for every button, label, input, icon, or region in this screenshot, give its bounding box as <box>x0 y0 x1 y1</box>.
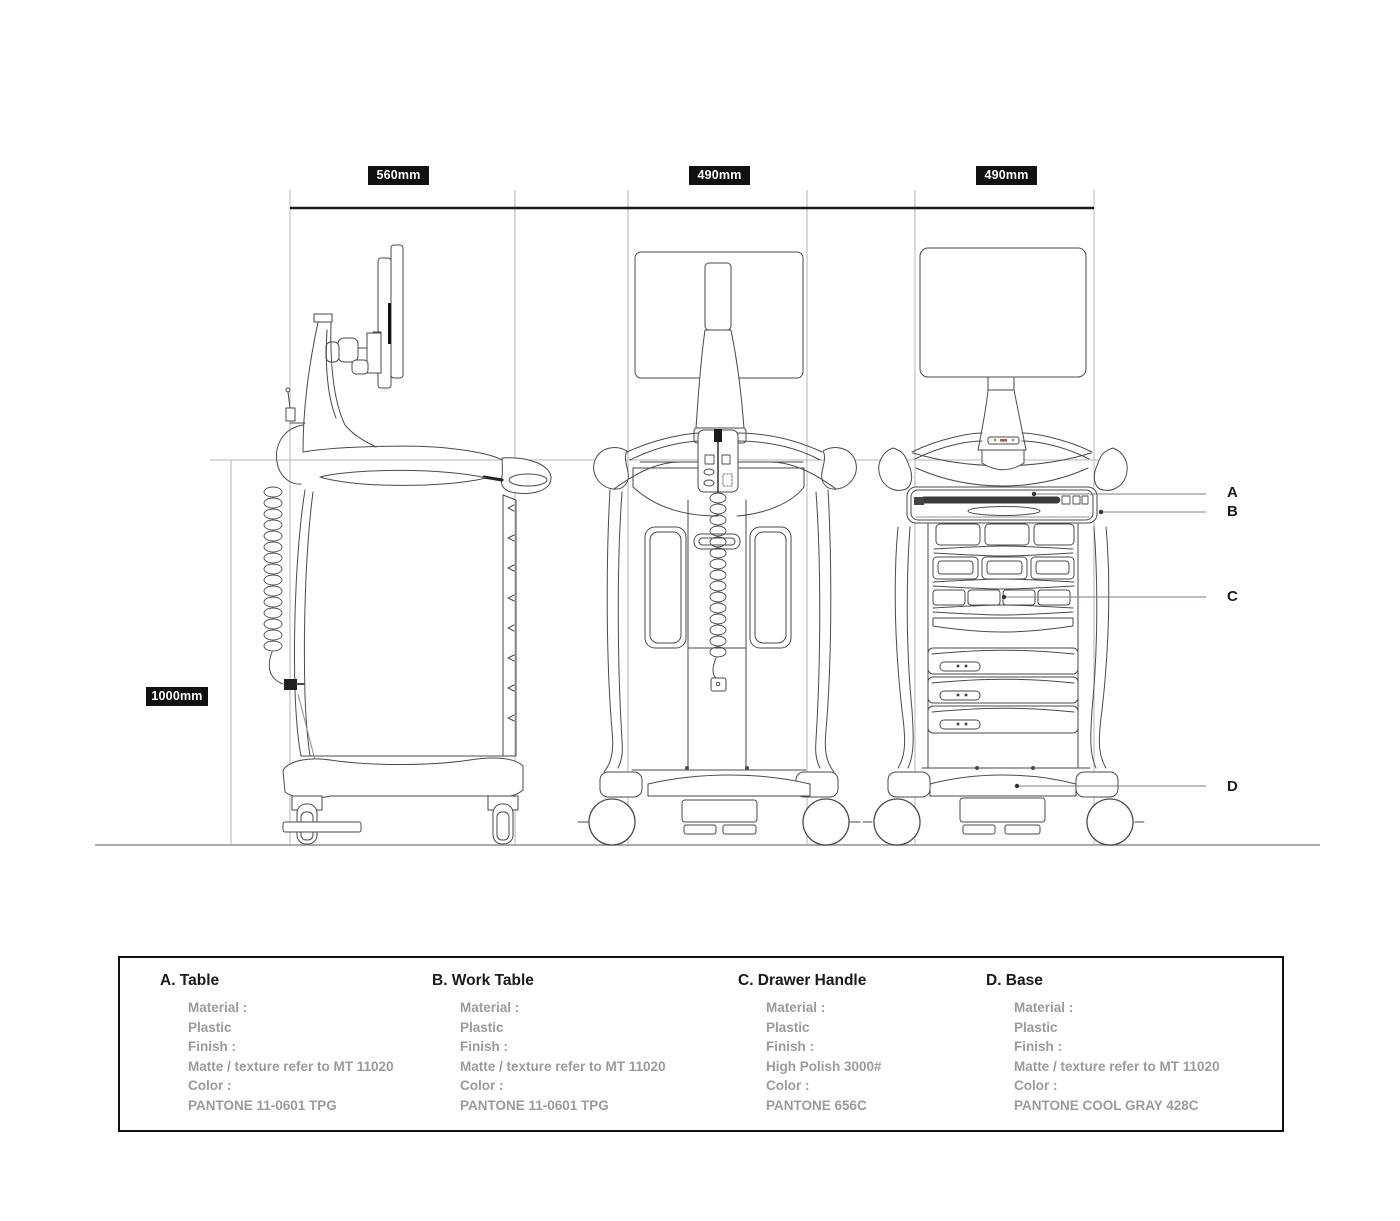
legend-section-base <box>986 972 1220 1116</box>
side-view-drawing <box>264 245 551 844</box>
dimension-label-width-front: 490mm <box>976 166 1037 185</box>
legend-title: B. Work Table <box>432 972 534 989</box>
legend-line: Color : <box>1014 1078 1058 1094</box>
legend-line: Matte / texture refer to MT 11020 <box>1014 1058 1220 1074</box>
legend-line: Finish : <box>188 1039 236 1055</box>
monitor-edge-accent <box>388 303 391 344</box>
legend-title: D. Base <box>986 972 1043 989</box>
dimension-label-height: 1000mm <box>146 687 208 706</box>
leader-lines <box>1002 492 1206 788</box>
legend-box <box>118 956 1284 1132</box>
legend-line: Matte / texture refer to MT 11020 <box>460 1058 666 1074</box>
rear-view-drawing <box>578 252 860 845</box>
legend-title: A. Table <box>160 972 220 989</box>
legend-line: Finish : <box>766 1039 814 1055</box>
dimension-label-width-side: 560mm <box>368 166 429 185</box>
callout-a-table: A <box>1227 484 1238 501</box>
dimension-label-width-rear: 490mm <box>689 166 750 185</box>
legend-line: PANTONE COOL GRAY 428C <box>1014 1097 1199 1113</box>
legend-line: Matte / texture refer to MT 11020 <box>188 1058 394 1074</box>
legend-line: Material : <box>766 1000 826 1015</box>
legend-line: Color : <box>460 1078 504 1094</box>
callout-c-drawer-handle: C <box>1227 588 1238 605</box>
legend-line: Plastic <box>188 1019 232 1035</box>
legend-line: Plastic <box>766 1019 810 1035</box>
legend-line: Material : <box>188 1000 248 1015</box>
coiled-cable <box>710 493 726 657</box>
legend-line: Finish : <box>460 1039 508 1055</box>
legend-line: PANTONE 656C <box>766 1097 867 1113</box>
legend-line: Material : <box>1014 1000 1074 1015</box>
legend-section-table <box>160 972 394 1116</box>
legend-line: PANTONE 11-0601 TPG <box>188 1097 337 1113</box>
legend-line: Color : <box>188 1078 232 1094</box>
legend-section-drawer-handle <box>738 972 882 1116</box>
legend-line: Material : <box>460 1000 520 1015</box>
callout-b-work-table: B <box>1227 503 1238 520</box>
legend-line: High Polish 3000# <box>766 1058 882 1074</box>
legend-line: Finish : <box>1014 1039 1062 1055</box>
legend-section-work-table <box>432 972 666 1116</box>
callout-d-base: D <box>1227 778 1238 795</box>
legend-line: Color : <box>766 1078 810 1094</box>
legend-title: C. Drawer Handle <box>738 972 867 989</box>
cable-plug <box>284 679 297 690</box>
coiled-cable <box>264 487 282 651</box>
legend-line: Plastic <box>460 1019 504 1035</box>
front-view-drawing <box>863 248 1144 845</box>
legend-line: PANTONE 11-0601 TPG <box>460 1097 609 1113</box>
legend-line: Plastic <box>1014 1019 1058 1035</box>
